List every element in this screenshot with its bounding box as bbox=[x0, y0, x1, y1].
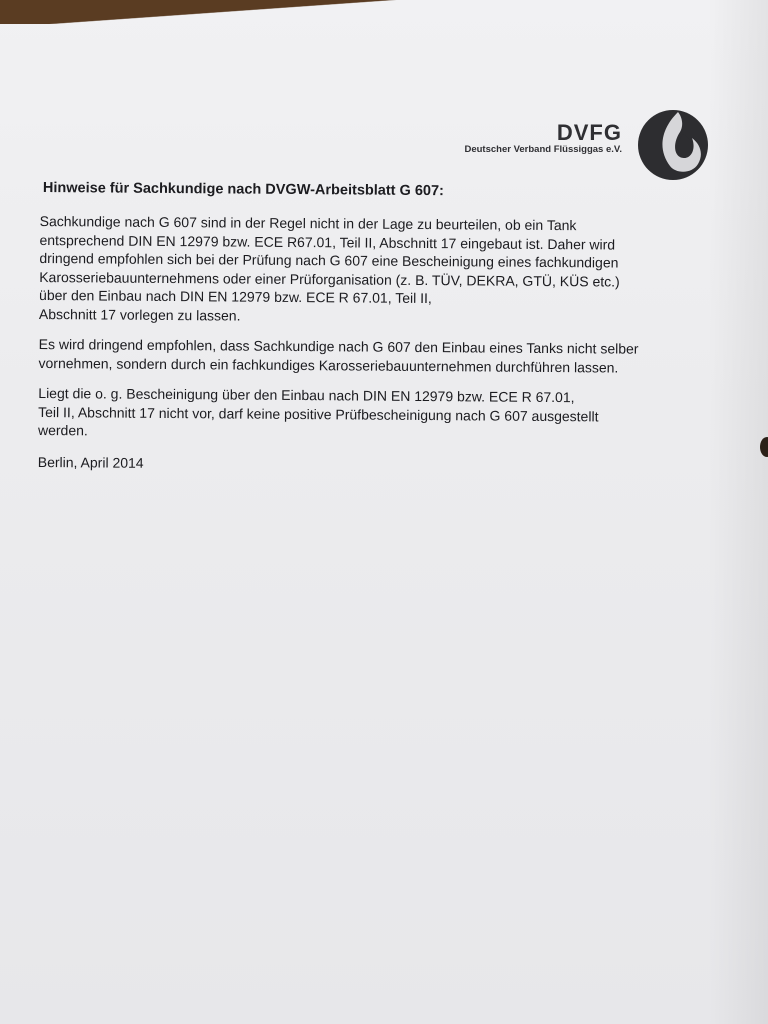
closing-place-date: Berlin, April 2014 bbox=[37, 453, 144, 471]
dvfg-logo bbox=[464, 108, 740, 182]
paragraph-1 bbox=[39, 212, 700, 328]
text-line: Karosseriebauunternehmens oder einer Prüforganisation (z. B. TÜV, DEKRA, GTÜ, KÜS etc.) bbox=[39, 268, 620, 290]
text-line: dringend empfohlen sich bei der Prüfung nach G 607 eine Bescheinigung eines fachkundigen bbox=[39, 249, 619, 271]
text-line: Abschnitt 17 vorlegen zu lassen. bbox=[38, 305, 241, 324]
paragraph-3 bbox=[38, 384, 698, 445]
document-body bbox=[38, 180, 700, 475]
punch-hole bbox=[760, 437, 768, 457]
document-heading: Hinweise für Sachkundige nach DVGW-Arbeitsblatt G 607: bbox=[42, 180, 444, 200]
text-line: über den Einbau nach DIN EN 12979 bzw. ECE R 67.01, Teil II, bbox=[39, 286, 432, 307]
text-line: werden. bbox=[37, 421, 88, 439]
logo-name: DVFG bbox=[556, 120, 622, 145]
text-line: Liegt die o. g. Bescheinigung über den Einbau nach DIN EN 12979 bzw. ECE R 67.01, bbox=[38, 384, 575, 406]
flame-logo-icon bbox=[636, 108, 710, 182]
text-line: Es wird dringend empfohlen, dass Sachkundige nach G 607 den Einbau eines Tanks nicht selber bbox=[38, 335, 639, 357]
paragraph-2 bbox=[38, 335, 698, 377]
logo-subtitle: Deutscher Verband Flüssiggas e.V. bbox=[464, 144, 622, 155]
text-line: Sachkundige nach G 607 sind in der Regel nicht in der Lage zu beurteilen, ob ein Tank bbox=[39, 212, 577, 234]
text-line: entsprechend DIN EN 12979 bzw. ECE R67.01, Teil II, Abschnitt 17 eingebaut ist. Daher wird bbox=[39, 231, 616, 253]
text-line: vornehmen, sondern durch ein fachkundiges Karosseriebauunternehmen durchführen lassen. bbox=[38, 354, 619, 376]
background-table-edge bbox=[0, 0, 768, 24]
text-line: Teil II, Abschnitt 17 nicht vor, darf keine positive Prüfbescheinigung nach G 607 ausgestellt bbox=[38, 403, 599, 424]
